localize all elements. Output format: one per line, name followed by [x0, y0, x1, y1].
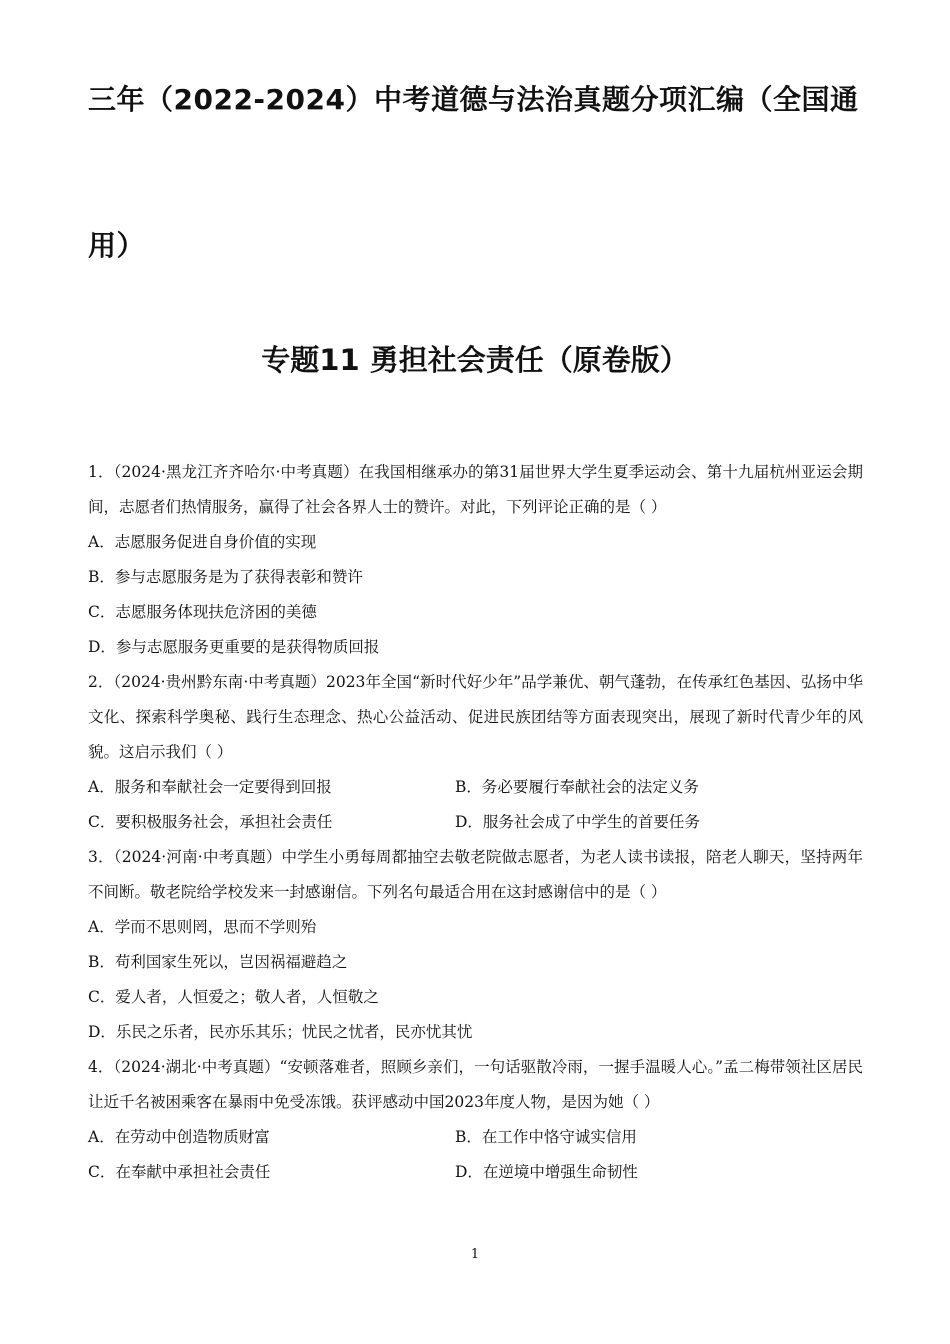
option-a: A．服务和奉献社会一定要得到回报 [88, 778, 332, 796]
option-d: D．服务社会成了中学生的首要任务 [455, 813, 700, 831]
option-c: C．志愿服务体现扶危济困的美德 [88, 603, 317, 621]
question-2 [88, 665, 863, 840]
option-c: C．爱人者，人恒爱之；敬人者，人恒敬之 [88, 988, 379, 1006]
option-row [88, 1155, 863, 1190]
option-d: D．在逆境中增强生命韧性 [455, 1163, 638, 1181]
option-a: A．在劳动中创造物质财富 [88, 1128, 270, 1146]
option-b: B．在工作中恪守诚实信用 [455, 1128, 637, 1146]
option-b: B．参与志愿服务是为了获得表彰和赞许 [88, 568, 363, 586]
document-title-line1: 三年（2022-2024）中考道德与法治真题分项汇编（全国通 [88, 83, 859, 116]
option-a: A．志愿服务促进自身价值的实现 [88, 533, 317, 551]
option-row [88, 770, 863, 805]
question-list [88, 455, 863, 1190]
question-1 [88, 455, 863, 665]
question-stem: 3．（2024·河南·中考真题）中学生小勇每周都抽空去敬老院做志愿者，为老人读书读报，陪老人聊天，坚持两年不间断。敬老院给学校发来一封感谢信。下列名句最适合用在这封感谢信中的是（ ） [88, 848, 863, 901]
question-3 [88, 840, 863, 1050]
question-4 [88, 1050, 863, 1190]
option-b: B．苟利国家生死以，岂因祸福避趋之 [88, 953, 348, 971]
question-stem: 4．（2024·湖北·中考真题）“安顿落难者，照顾乡亲们，一句话驱散冷雨，一握手温暖人心。”孟二梅带领社区居民让近千名被困乘客在暴雨中免受冻饿。获评感动中国2023年度人物，是因为她（ ） [88, 1058, 863, 1111]
option-row [88, 805, 863, 840]
option-a: A．学而不思则罔，思而不学则殆 [88, 918, 317, 936]
topic-subtitle: 专题11 勇担社会责任（原卷版） [261, 343, 689, 377]
question-stem: 1．（2024·黑龙江齐齐哈尔·中考真题）在我国相继承办的第31届世界大学生夏季运动会、第十九届杭州亚运会期间，志愿者们热情服务，赢得了社会各界人士的赞许。对此，下列评论正确的是（ ） [88, 463, 863, 516]
page-number: 1 [470, 1247, 480, 1262]
option-c: C．在奉献中承担社会责任 [88, 1163, 271, 1181]
option-d: D．参与志愿服务更重要的是获得物质回报 [88, 638, 380, 656]
document-title-line2: 用） [88, 229, 146, 262]
option-d: D．乐民之乐者，民亦乐其乐；忧民之忧者，民亦忧其忧 [88, 1023, 473, 1041]
option-row [88, 1120, 863, 1155]
option-c: C．要积极服务社会，承担社会责任 [88, 813, 333, 831]
option-b: B．务必要履行奉献社会的法定义务 [455, 778, 699, 796]
question-stem: 2．（2024·贵州黔东南·中考真题）2023年全国“新时代好少年”品学兼优、朝气蓬勃，在传承红色基因、弘扬中华文化、探索科学奥秘、践行生态理念、热心公益活动、促进民族团结等方面表现突出，展现了新时代青少年的风貌。这启示我们（ ） [88, 673, 863, 761]
